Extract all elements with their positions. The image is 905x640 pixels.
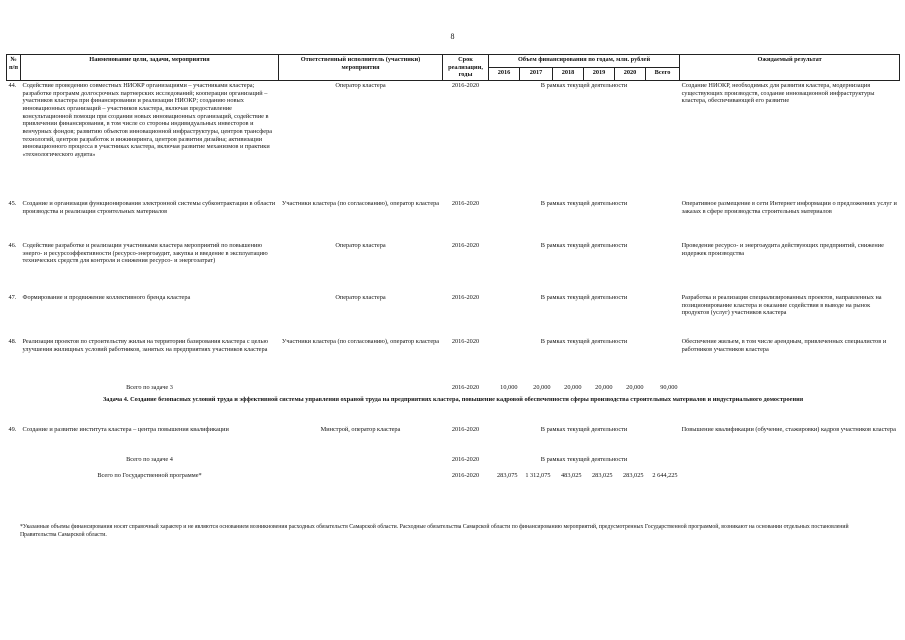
total-task4-label: Всего по задаче 4 (126, 456, 173, 464)
row-funding: В рамках текущей деятельности (540, 82, 628, 90)
row-result: Оперативное размещение в сети Интернет информации о предложениях услуг и заказах в сфере производства строительных материалов (681, 200, 897, 215)
header-executor: Ответственный исполнитель (участники) мероприятия (279, 55, 443, 81)
total-task4-period: 2016-2020 (451, 456, 480, 464)
total-task3-sum: 90,000 (660, 384, 678, 392)
header-year-2016: 2016 (489, 68, 520, 81)
row-executor: Минстрой, оператор кластера (320, 426, 401, 434)
row-name: Формирование и продвижение коллективного бренда кластера (22, 294, 191, 302)
total-program-sum: 2 644,225 (652, 472, 678, 480)
row-name: Реализация проектов по строительству жилья на территории базирования кластера с целью улучшения жилищных условий работников, занятых на предприятиях участников кластера (22, 338, 269, 353)
page-number: 8 (450, 32, 455, 41)
total-task3-2019: 20,000 (595, 384, 613, 392)
row-num: 49. (8, 426, 17, 434)
row-executor: Оператор кластера (335, 294, 386, 302)
header-period: Срок реализации, годы (443, 55, 489, 81)
row-num: 48. (8, 338, 17, 346)
total-program-row (7, 472, 900, 484)
row-period: 2016-2020 (451, 338, 480, 346)
row-num: 46. (8, 242, 17, 250)
table-row (7, 200, 900, 242)
row-funding: В рамках текущей деятельности (540, 242, 628, 250)
table-row (7, 242, 900, 294)
task4-heading-row (7, 396, 900, 426)
row-name: Содействие проведению совместных НИОКР организациями – участниками кластера; разработке программ долгосрочных партнерских исследований; кооперации организаций – участников кластера при финансировании и реализации НИОКР; созданию новых инновационных организаций – участников кластера, включая предоставление консультационной помощи при создании новых инновационных организаций, содействие в привлечении финансирования, в том числе со стороны индивидуальных инвесторов и венчурных фондов; развитию объектов инновационной инфраструктуры, центров трансфера технологий, центров разработок и инжиниринга, центров развития дизайна; активизации инновационного процесса в участниках кластера, включая развитие механизмов и практики «технологического аудита» (22, 82, 273, 159)
row-num: 47. (8, 294, 17, 302)
header-year-2017: 2017 (520, 68, 553, 81)
program-table (6, 54, 900, 484)
header-name: Наименование цели, задачи, мероприятия (21, 55, 279, 81)
row-funding: В рамках текущей деятельности (540, 200, 628, 208)
row-executor: Участники кластера (по согласованию), оператор кластера (281, 200, 440, 208)
total-program-2020: 283,025 (623, 472, 644, 480)
total-program-2019: 283,025 (592, 472, 613, 480)
total-task4-row (7, 456, 900, 472)
row-executor: Оператор кластера (335, 242, 386, 250)
row-name: Создание и развитие института кластера – центра повышения квалификации (22, 426, 229, 434)
total-task4-funding: В рамках текущей деятельности (540, 456, 628, 464)
total-task3-period: 2016-2020 (451, 384, 480, 392)
row-period: 2016-2020 (451, 242, 480, 250)
header-row (7, 55, 900, 68)
table-row (7, 426, 900, 456)
row-period: 2016-2020 (451, 294, 480, 302)
table-row (7, 338, 900, 384)
row-period: 2016-2020 (451, 82, 480, 90)
total-program-2017: 1 312,075 (525, 472, 551, 480)
header-num: № п/п (7, 55, 21, 81)
header-year-2019: 2019 (584, 68, 615, 81)
total-task3-2016: 10,000 (500, 384, 518, 392)
total-program-period: 2016-2020 (451, 472, 480, 480)
row-period: 2016-2020 (451, 426, 480, 434)
task4-heading: Задача 4. Создание безопасных условий труда и эффективной системы управления охраной труда на предприятиях кластера, повышение кадровой обеспеченности сферы производства строительных материалов и индустриального домостроения (102, 396, 804, 404)
total-task3-row (7, 384, 900, 396)
total-program-label: Всего по Государственной программе* (97, 472, 202, 480)
row-result: Проведение ресурсо- и энергоаудита действующих предприятий, снижение издержек производства (681, 242, 884, 257)
row-executor: Оператор кластера (335, 82, 386, 90)
row-result: Создание НИОКР, необходимых для развития кластера, модернизация существующих производств, создание инновационной инфраструктуры кластера, обеспечивающей его развитие (681, 82, 875, 105)
total-task3-label: Всего по задаче 3 (126, 384, 173, 392)
row-funding: В рамках текущей деятельности (540, 426, 628, 434)
header-funding: Объем финансирования по годам, млн. рублей (489, 55, 680, 68)
row-num: 45. (8, 200, 17, 208)
table-row (7, 81, 900, 201)
header-result: Ожидаемый результат (680, 55, 900, 81)
row-executor: Участники кластера (по согласованию), оператор кластера (281, 338, 440, 346)
row-result: Обеспечение жильем, в том числе арендным, привлеченных специалистов и работников участников кластера (681, 338, 887, 353)
total-task3-2018: 20,000 (564, 384, 582, 392)
row-result: Повышение квалификации (обучение, стажировки) кадров участников кластера (681, 426, 896, 434)
row-funding: В рамках текущей деятельности (540, 338, 628, 346)
total-task3-2020: 20,000 (626, 384, 644, 392)
total-task3-2017: 20,000 (533, 384, 551, 392)
row-name: Создание и организация функционирования электронной системы субконтрактации в области производства и реализации строительных материалов (22, 200, 276, 215)
row-period: 2016-2020 (451, 200, 480, 208)
table-row (7, 294, 900, 338)
row-result: Разработка и реализация специализированных проектов, направленных на позиционирование кластера и оказание содействия в выводе на рынок продуктов (услуг) участников кластера (681, 294, 882, 317)
row-num: 44. (8, 82, 17, 90)
header-year-2020: 2020 (615, 68, 646, 81)
header-year-2018: 2018 (553, 68, 584, 81)
header-total: Всего (646, 68, 680, 81)
row-funding: В рамках текущей деятельности (540, 294, 628, 302)
row-name: Содействие разработке и реализации участниками кластера мероприятий по повышению энерго- и ресурсоэффективности (ресурсо-энергоаудит, закупка и введение в эксплуатацию технических средств для контроля и снижения ресурсо- и энергозатрат) (22, 242, 268, 265)
footnote: *Указанные объемы финансирования носят справочный характер и не являются основанием возникновения расходных обязательств Самарской области. Расходные обязательства Самарской области по финансированию мероприятий, предусмотренных Государственной программой, возникают на основании отдельных постановлений Правительства Самарской области. (20, 524, 849, 538)
total-program-2018: 483,025 (561, 472, 582, 480)
total-program-2016: 283,075 (497, 472, 518, 480)
